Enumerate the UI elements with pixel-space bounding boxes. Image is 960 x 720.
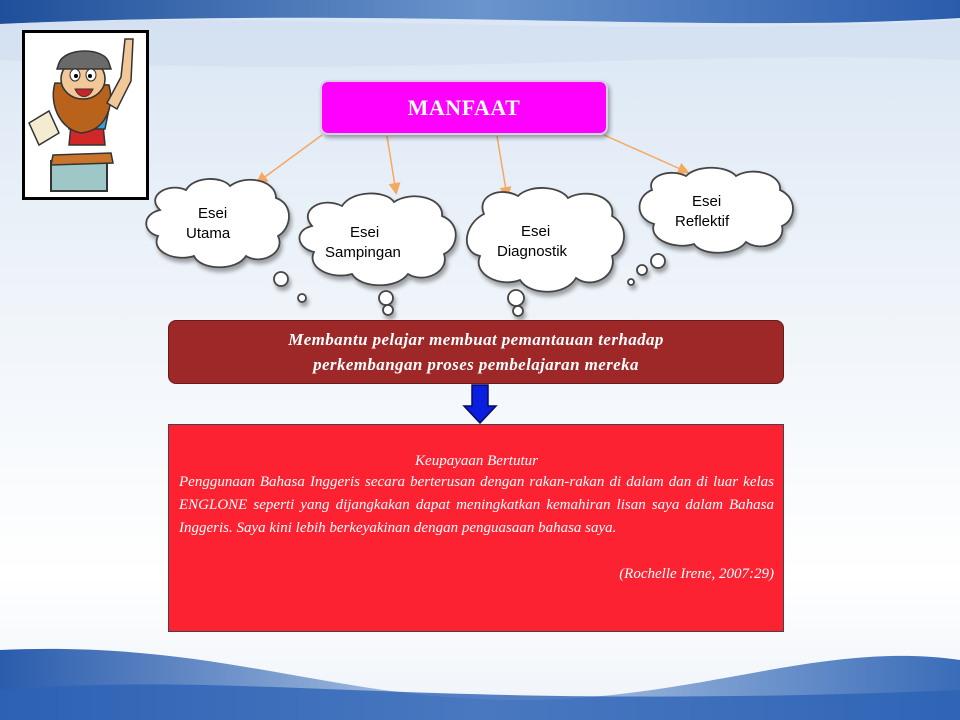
- connector-sampingan: [387, 136, 396, 192]
- cloud-sampingan-line2: Sampingan: [325, 244, 401, 261]
- banner-line1: Membantu pelajar membuat pemantauan terhadap: [288, 330, 664, 349]
- manfaat-title-box: MANFAAT: [320, 80, 608, 135]
- cloud-reflektif-line1: Esei: [692, 193, 722, 210]
- cloud-label-utama: [186, 204, 230, 244]
- summary-banner: [168, 320, 784, 384]
- cloud-utama-line2: Utama: [186, 225, 231, 242]
- connector-reflektif: [604, 135, 687, 172]
- banner-line2: perkembangan proses pembelajaran mereka: [313, 355, 639, 374]
- quote-citation: (Rochelle Irene, 2007:29): [619, 566, 774, 582]
- cloud-utama-line1: Esei: [198, 205, 228, 222]
- cloud-label-sampingan: [325, 223, 401, 263]
- quote-heading: Keupayaan Bertutur: [415, 453, 538, 469]
- cloud-sampingan-line1: Esei: [350, 224, 380, 241]
- down-arrow-icon: [462, 384, 498, 424]
- cloud-diagnostik-line2: Diagnostik: [497, 243, 568, 260]
- cloud-label-reflektif: [675, 192, 729, 232]
- quote-box: [168, 424, 784, 632]
- connector-utama: [258, 135, 322, 182]
- cloud-diagnostik-line1: Esei: [521, 223, 551, 240]
- quote-body: Penggunaan Bahasa Inggeris secara berterusan dengan rakan-rakan di dalam dan di luar kelas ENGLONE seperti yang dijangkakan dapat meningkatkan kemahiran lisan saya dalam Bahasa Inggeris. Saya kini lebih berkeyakinan dengan penguasaan bahasa saya.: [179, 474, 774, 536]
- cloud-label-diagnostik: [497, 222, 567, 262]
- cloud-reflektif-line2: Reflektif: [675, 213, 730, 230]
- connector-diagnostik: [497, 136, 507, 196]
